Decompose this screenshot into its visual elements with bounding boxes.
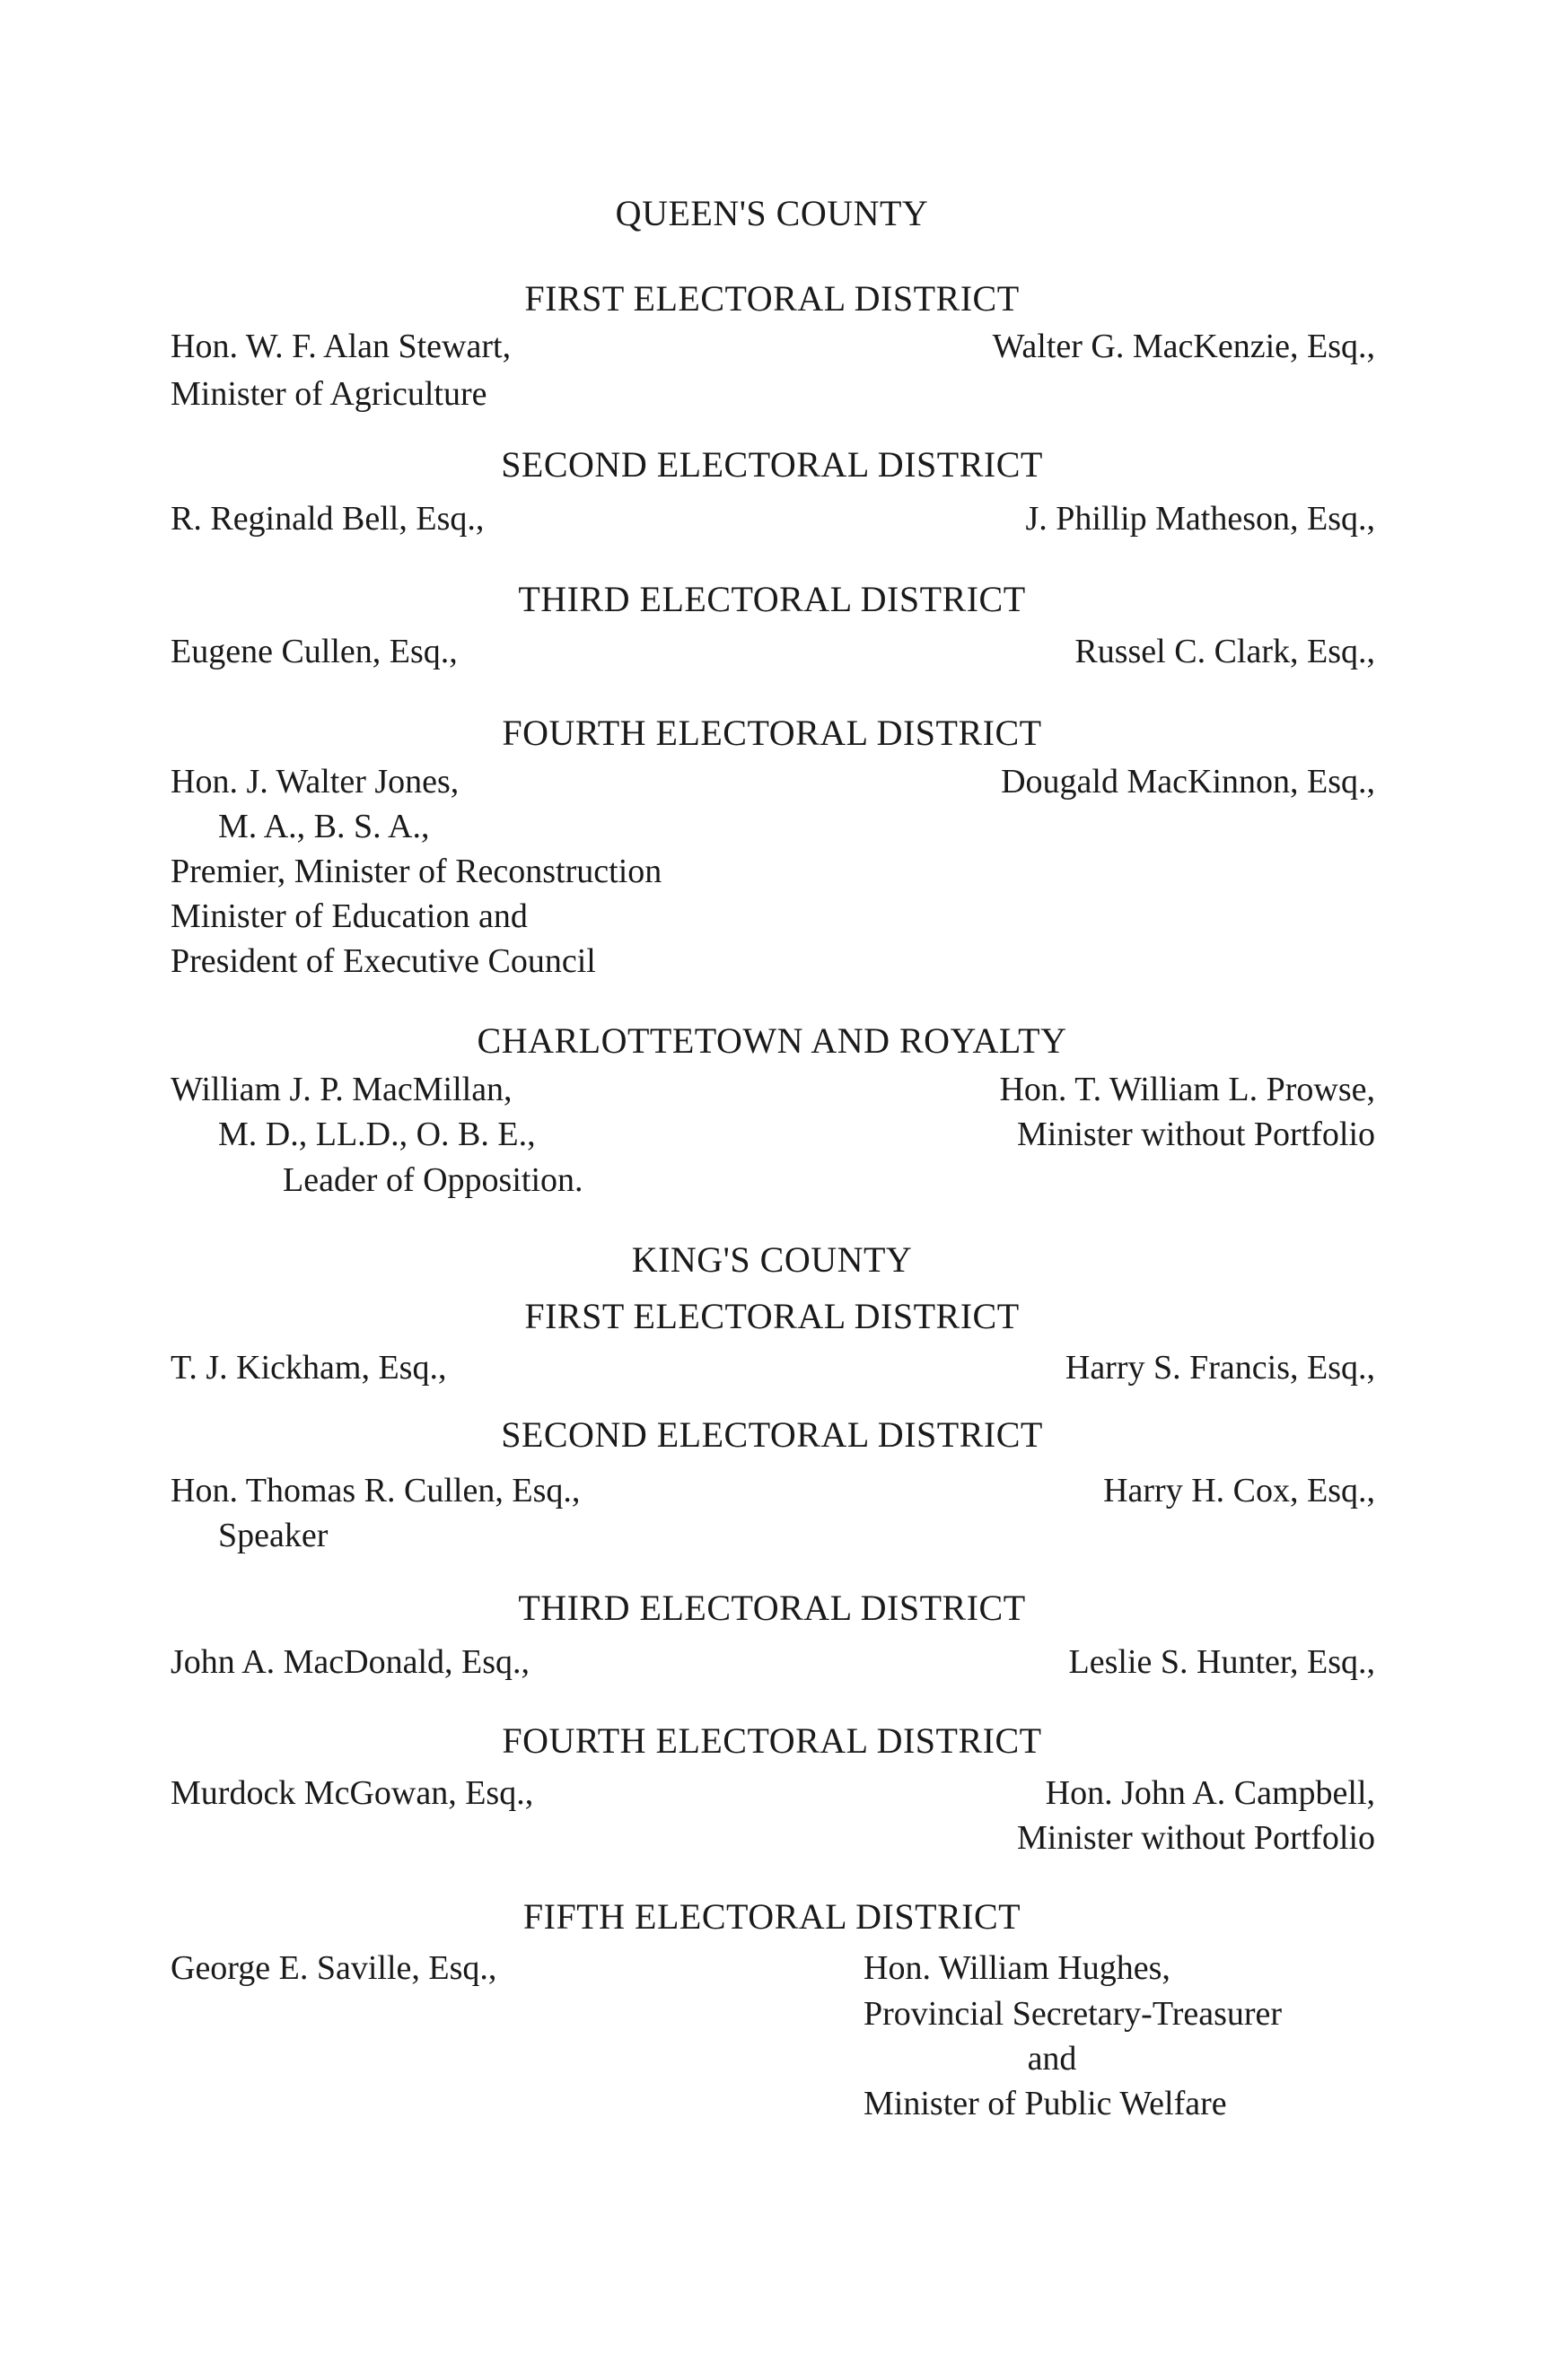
member-right-name: Walter G. MacKenzie, Esq., xyxy=(992,328,1375,365)
member-right-title: and xyxy=(1027,2040,1077,2078)
member-left-name: R. Reginald Bell, Esq., xyxy=(171,500,485,538)
member-right-name: Hon. William Hughes, xyxy=(864,1949,1170,1987)
member-left-name: Hon. J. Walter Jones, xyxy=(171,763,460,801)
member-right-name: Hon. T. William L. Prowse, xyxy=(999,1071,1375,1108)
member-left-name: John A. MacDonald, Esq., xyxy=(171,1643,530,1681)
member-right-title: Minister without Portfolio xyxy=(1017,1116,1375,1153)
member-right-name: Harry H. Cox, Esq., xyxy=(1103,1472,1375,1509)
member-left-title: Minister of Education and xyxy=(171,897,528,935)
district-heading-kings-1: FIRST ELECTORAL DISTRICT xyxy=(524,1296,1020,1336)
member-left-title: Premier, Minister of Reconstruction xyxy=(171,853,662,890)
member-right-title: Provincial Secretary-Treasurer xyxy=(864,1995,1283,2033)
member-left-title: President of Executive Council xyxy=(171,942,596,980)
member-left-name: William J. P. MacMillan, xyxy=(171,1071,513,1108)
district-heading-kings-2: SECOND ELECTORAL DISTRICT xyxy=(501,1414,1043,1455)
district-heading-charlottetown: CHARLOTTETOWN AND ROYALTY xyxy=(477,1020,1067,1061)
member-left-name: Murdock McGowan, Esq., xyxy=(171,1774,534,1812)
member-left-name: Eugene Cullen, Esq., xyxy=(171,633,458,670)
member-right-title: Minister of Public Welfare xyxy=(864,2085,1227,2122)
county-heading-queens: QUEEN'S COUNTY xyxy=(615,193,929,233)
district-heading-kings-3: THIRD ELECTORAL DISTRICT xyxy=(518,1588,1026,1628)
member-right-name: Leslie S. Hunter, Esq., xyxy=(1068,1643,1375,1681)
district-heading-kings-5: FIFTH ELECTORAL DISTRICT xyxy=(522,1896,1021,1937)
district-heading-queens-4: FOURTH ELECTORAL DISTRICT xyxy=(502,713,1042,753)
member-left-degrees: M. D., LL.D., O. B. E., xyxy=(218,1116,536,1153)
member-left-title: Leader of Opposition. xyxy=(283,1161,583,1199)
member-left-name: Hon. W. F. Alan Stewart, xyxy=(171,328,512,365)
district-heading-queens-2: SECOND ELECTORAL DISTRICT xyxy=(501,444,1043,485)
member-left-name: Hon. Thomas R. Cullen, Esq., xyxy=(171,1472,581,1509)
member-left-title: Minister of Agriculture xyxy=(171,375,487,413)
member-left-name: T. J. Kickham, Esq., xyxy=(171,1349,447,1387)
member-right-name: Harry S. Francis, Esq., xyxy=(1065,1349,1375,1387)
member-left-title: Speaker xyxy=(218,1517,329,1554)
member-left-name: George E. Saville, Esq., xyxy=(171,1949,497,1987)
district-heading-kings-4: FOURTH ELECTORAL DISTRICT xyxy=(502,1720,1042,1761)
member-right-name: J. Phillip Matheson, Esq., xyxy=(1025,500,1375,538)
member-right-title: Minister without Portfolio xyxy=(1017,1819,1375,1857)
member-right-name: Russel C. Clark, Esq., xyxy=(1074,633,1375,670)
member-left-degrees: M. A., B. S. A., xyxy=(218,808,430,845)
member-right-name: Dougald MacKinnon, Esq., xyxy=(1001,763,1375,801)
district-heading-queens-3: THIRD ELECTORAL DISTRICT xyxy=(518,579,1026,619)
district-heading-queens-1: FIRST ELECTORAL DISTRICT xyxy=(524,278,1020,319)
county-heading-kings: KING'S COUNTY xyxy=(631,1239,913,1280)
member-right-name: Hon. John A. Campbell, xyxy=(1045,1774,1375,1812)
